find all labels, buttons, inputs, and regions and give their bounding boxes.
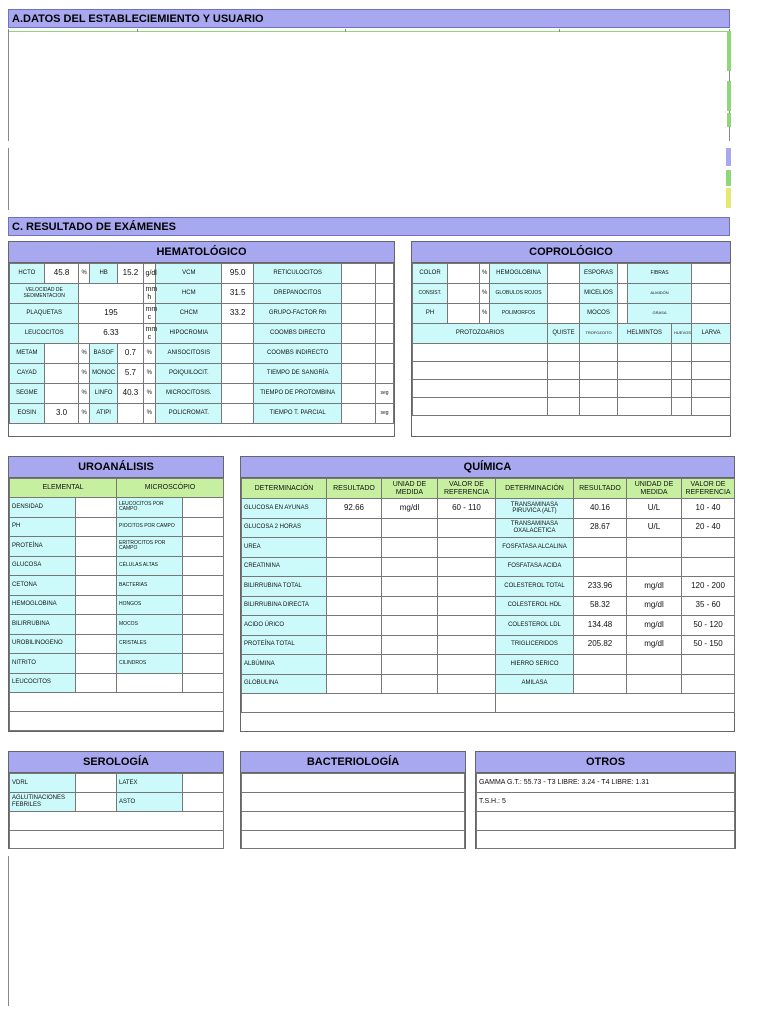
quimica-header: RESULTADO [327,479,382,499]
quimica-resultado-2: 205.82 [574,635,627,655]
section-a-body [8,29,730,141]
micelios-label: MICELIOS [580,284,618,304]
quimica-referencia-2: 50 - 150 [682,635,735,655]
quimica-referencia [438,577,496,597]
serologia-panel [8,751,224,849]
quimica-determinacion-2: FOSFATASA ACIDA [496,557,574,577]
quimica-unidad-2 [627,538,682,558]
uro-elemental-label: CETONA [10,576,76,596]
hcm-label: HCM [156,284,222,304]
uro-elemental-label: HEMOGLOBINA [10,595,76,615]
hipocromia-label: HIPOCROMIA [156,324,222,344]
quimica-referencia [438,557,496,577]
chcm-value: 33.2 [222,304,254,324]
pct: % [480,264,490,284]
hematologico-table [9,263,394,438]
quimica-unidad [382,635,438,655]
huevos-label: HUEVOS [672,324,692,344]
hcm-value: 31.5 [222,284,254,304]
section-c-title: C. RESULTADO DE EXÁMENES [8,217,730,236]
quimica-referencia-2: 20 - 40 [682,518,735,538]
quimica-unidad-2: U/L [627,518,682,538]
quimica-determinacion: BILIRRUBINA DIRECTA [242,596,327,616]
quimica-resultado [327,674,382,694]
quimica-determinacion-2: COLESTEROL LDL [496,616,574,636]
metam-label: METAM [10,344,45,364]
quimica-referencia: 60 - 110 [438,499,496,519]
quimica-unidad [382,596,438,616]
uro-microscopio-label: PIOCITOS POR CAMPO [117,517,183,537]
quimica-header: RESULTADO [574,479,627,499]
quimica-unidad-2 [627,655,682,675]
otros-line1: GAMMA G.T.: 55.73 - T3 LIBRE: 3.24 - T4 LIBRE: 1.31 [477,774,735,793]
uro-elemental-label: NITRITO [10,654,76,674]
quimica-determinacion: GLOBULINA [242,674,327,694]
quimica-title: QUÍMICA [241,457,734,478]
quimica-header: VALOR DE REFERENCIA [438,479,496,499]
uro-elemental-label: LEUCOCITOS [10,673,76,693]
leucocitos-value: 6.33 [79,324,143,344]
quimica-unidad [382,518,438,538]
quimica-unidad [382,616,438,636]
seg-unit-2: seg [375,404,393,424]
consist-label: CONSIST. [413,284,448,304]
trofozoito-label: TROFOZOITO [580,324,618,344]
quimica-referencia-2 [682,538,735,558]
quimica-referencia [438,655,496,675]
tiempo-parcial-label: TIEMPO T. PARCIAL [253,404,341,424]
quimica-determinacion: UREA [242,538,327,558]
hematologico-panel [8,241,395,437]
uroanalisis-title: UROANÁLISIS [9,457,223,478]
basof-value: 0.7 [118,344,143,364]
elemental-header: ELEMENTAL [10,479,117,498]
plaquetas-label: PLAQUETAS [10,304,79,324]
bacteriologia-table [241,773,465,849]
quimica-resultado [327,635,382,655]
quimica-unidad-2: mg/dl [627,616,682,636]
larva-label: LARVA [692,324,731,344]
pct: % [143,344,156,364]
bacteriologia-title: BACTERIOLOGÍA [241,752,465,773]
grasa-label: GRASA [628,304,692,324]
fibras-label: FIBRAS [628,264,692,284]
quimica-referencia-2 [682,655,735,675]
segme-label: SEGME [10,384,45,404]
quimica-determinacion-2: COLESTEROL TOTAL [496,577,574,597]
quimica-unidad [382,655,438,675]
pct: % [143,404,156,424]
coprologico-table [412,263,731,416]
quimica-resultado-2: 28.67 [574,518,627,538]
tiempo-sangria-label: TIEMPO DE SANGRÍA [253,364,341,384]
quimica-referencia-2: 120 - 200 [682,577,735,597]
serologia-title: SEROLOGÍA [9,752,223,773]
microscopio-header: MICROSCÓPIO [117,479,224,498]
quimica-resultado [327,518,382,538]
plaquetas-value: 195 [79,304,143,324]
protozoarios-label: PROTOZOARIOS [413,324,548,344]
uro-microscopio-label: MOCOS [117,615,183,635]
quimica-header: VALOR DE REFERENCIA [682,479,735,499]
quimica-determinacion: ACIDO ÚRICO [242,616,327,636]
quimica-referencia-2 [682,557,735,577]
color-label: COLOR [413,264,448,284]
quimica-resultado [327,538,382,558]
monoc-value: 5.7 [118,364,143,384]
quimica-unidad-2: mg/dl [627,635,682,655]
seg-unit: seg [375,384,393,404]
tiempo-protombina-label: TIEMPO DE PROTOMBINA [253,384,341,404]
quimica-resultado [327,616,382,636]
pct: % [143,384,156,404]
drepanocitos-label: DREPANOCITOS [253,284,341,304]
chcm-label: CHCM [156,304,222,324]
microcitosis-label: MICROCITOSIS. [156,384,222,404]
bacteriologia-panel [240,751,466,849]
pct: % [79,384,90,404]
almidon-label: ALMIDÓN [628,284,692,304]
hemoglobina-label: HEMOGLOBINA [490,264,548,284]
otros-line2: T.S.H.: 5 [477,793,735,812]
uro-elemental-label: PROTEÍNA [10,537,76,557]
uro-microscopio-label: CRISTALES [117,634,183,654]
quimica-unidad-2: U/L [627,499,682,519]
velocidad-label: VELOCIDAD DE SEDIMENTACION [10,284,79,304]
leucocitos-label: LEUCOCITOS [10,324,79,344]
uro-microscopio-label: CILINDROS [117,654,183,674]
quimica-referencia-2: 50 - 120 [682,616,735,636]
hematologico-title: HEMATOLÓGICO [9,242,394,263]
quimica-header: UNIAD DE MEDIDA [382,479,438,499]
pct: % [143,364,156,384]
hcto-label: HCTO [10,264,45,284]
pct: % [480,304,490,324]
quimica-determinacion-2: AMILASA [496,674,574,694]
mmc-unit-2: mm c [143,324,156,344]
mmh-unit: mm h [143,284,156,304]
quimica-resultado: 92.66 [327,499,382,519]
quimica-determinacion-2: COLESTEROL HDL [496,596,574,616]
quimica-referencia [438,518,496,538]
pct: % [79,344,90,364]
quimica-referencia-2: 35 - 60 [682,596,735,616]
otros-title: OTROS [476,752,735,773]
quimica-referencia [438,616,496,636]
section-b-body [8,148,730,210]
quimica-referencia [438,635,496,655]
quimica-resultado-2: 58.32 [574,596,627,616]
monoc-label: MONOC [89,364,117,384]
quimica-referencia [438,674,496,694]
linfo-value: 40.3 [118,384,143,404]
latex-label: LATEX [117,774,183,793]
policromat-label: POLICROMAT. [156,404,222,424]
quimica-unidad [382,557,438,577]
coprologico-title: COPROLÓGICO [412,242,730,263]
quimica-resultado-2 [574,538,627,558]
quimica-header: UNIDAD DE MEDIDA [627,479,682,499]
quimica-resultado [327,655,382,675]
bottom-divider [8,856,9,1006]
pct: % [79,404,90,424]
uroanalisis-table [9,478,224,731]
quimica-determinacion: ALBÚMINA [242,655,327,675]
quimica-determinacion: PROTEÍNA TOTAL [242,635,327,655]
quimica-resultado-2: 40.16 [574,499,627,519]
eosin-label: EOSIN [10,404,45,424]
coprologico-panel [411,241,731,437]
quimica-determinacion-2: FOSFATASA ALCALINA [496,538,574,558]
coombs-directo-label: COOMBS DIRECTO [253,324,341,344]
quimica-resultado [327,577,382,597]
uro-microscopio-label: CÉLULAS ALTAS [117,556,183,576]
poiquilocit-label: POIQUILOCIT. [156,364,222,384]
uroanalisis-panel [8,456,224,732]
quimica-header: DETERMINACIÓN [242,479,327,499]
quimica-resultado-2 [574,557,627,577]
quimica-determinacion: BILIRRUBINA TOTAL [242,577,327,597]
hb-value: 15.2 [118,264,143,284]
otros-table [476,773,735,849]
hb-unit: g/dl [143,264,156,284]
quimica-unidad-2 [627,557,682,577]
quimica-resultado-2 [574,674,627,694]
section-a-title: A.DATOS DEL ESTABLECIEMIENTO Y USUARIO [8,9,730,28]
vcm-label: VCM [156,264,222,284]
atipi-label: ATIPI [89,404,117,424]
quimica-determinacion-2: TRANSAMINASA PIRUVICA (ALT) [496,499,574,519]
quimica-referencia [438,596,496,616]
hcto-value: 45.8 [44,264,79,284]
globulos-rojos-label: GLOBULOS ROJOS [490,284,548,304]
vcm-value: 95.0 [222,264,254,284]
uro-elemental-label: BILIRRUBINA [10,615,76,635]
pct: % [79,364,90,384]
quimica-resultado [327,596,382,616]
helmintos-label: HELMINTOS [618,324,672,344]
quimica-unidad-2 [627,674,682,694]
quimica-resultado-2 [574,655,627,675]
quimica-unidad-2: mg/dl [627,596,682,616]
quimica-determinacion: CREATININA [242,557,327,577]
quimica-resultado [327,557,382,577]
quimica-panel [240,456,735,732]
quimica-determinacion: GLUCOSA EN AYUNAS [242,499,327,519]
quimica-determinacion-2: TRANSAMINASA OXALACETICA [496,518,574,538]
serologia-table [9,773,224,849]
quimica-unidad-2: mg/dl [627,577,682,597]
coombs-indirecto-label: COOMBS INDIRECTO [253,344,341,364]
pct: % [480,284,490,304]
quimica-referencia-2: 10 - 40 [682,499,735,519]
quimica-determinacion: GLUCOSA 2 HORAS [242,518,327,538]
quimica-resultado-2: 233.96 [574,577,627,597]
esporas-label: ESPORAS [580,264,618,284]
quimica-resultado-2: 134.48 [574,616,627,636]
otros-panel [475,751,736,849]
uro-elemental-label: DENSIDAD [10,498,76,518]
asto-label: ASTO [117,793,183,812]
quimica-referencia [438,538,496,558]
ph-label: PH [413,304,448,324]
quimica-determinacion-2: TRIGLICERIDOS [496,635,574,655]
uro-microscopio-label: ERITROCITOS POR CAMPO [117,537,183,557]
eosin-value: 3.0 [44,404,79,424]
pct: % [79,264,90,284]
quimica-unidad [382,674,438,694]
polimorfos-label: POLIMORFOS [490,304,548,324]
mmc-unit: mm c [143,304,156,324]
quimica-unidad: mg/dl [382,499,438,519]
linfo-label: LINFO [89,384,117,404]
cayad-label: CAYAD [10,364,45,384]
quiste-label: QUISTE [548,324,580,344]
basof-label: BASOF [89,344,117,364]
quimica-determinacion-2: HIERRO SERICO [496,655,574,675]
aglutinaciones-label: AGLUTINACIONES FEBRILES [10,793,76,812]
grupo-label: GRUPO-FACTOR Rh [253,304,341,324]
uro-elemental-label: PH [10,517,76,537]
vdrl-label: VDRL [10,774,76,793]
quimica-unidad [382,577,438,597]
uro-microscopio-label: BACTERIAS [117,576,183,596]
quimica-table [241,478,735,713]
quimica-unidad [382,538,438,558]
reticulocitos-label: RETICULOCITOS [253,264,341,284]
anisocitosis-label: ANISOCITOSIS [156,344,222,364]
uro-elemental-label: GLUCOSA [10,556,76,576]
quimica-header: DETERMINACIÓN [496,479,574,499]
quimica-referencia-2 [682,674,735,694]
uro-microscopio-label: HONGOS [117,595,183,615]
uro-elemental-label: UROBILINOGENO [10,634,76,654]
uro-microscopio-label [117,673,183,693]
hb-label: HB [89,264,117,284]
uro-microscopio-label: LEUCOCITOS POR CAMPO [117,498,183,518]
mocos-label: MOCOS [580,304,618,324]
